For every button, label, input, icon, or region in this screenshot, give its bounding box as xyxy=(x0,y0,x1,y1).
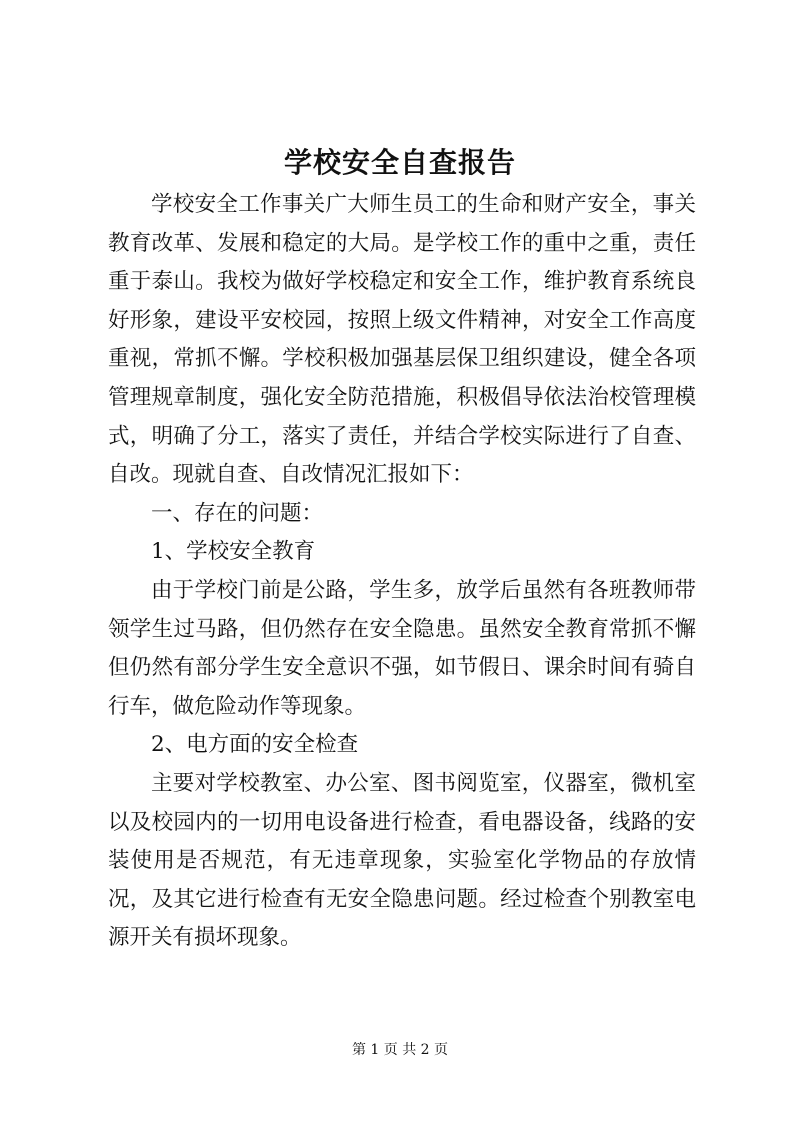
subsection-heading-safety-education: 1、学校安全教育 xyxy=(151,539,316,565)
subsection-heading-electrical-check: 2、电方面的安全检查 xyxy=(151,732,359,758)
document-title: 学校安全自查报告 xyxy=(283,146,516,179)
paragraph-intro: 学校安全工作事关广大师生员工的生命和财产安全，事关教育改革、发展和稳定的大局。是学校工作的重中之重，责任重于泰山。我校为做好学校稳定和安全工作，维护教育系统良好形象，建设平安校园，按照上级文件精神，对安全工作高度重视，常抓不懈。学校积极加强基层保卫组织建设，健全各项管理规章制度，强化安全防范措施，积极倡导依法治校管理模式，明确了分工，落实了责任，并结合学校实际进行了自查、自改。现就自查、自改情况汇报如下： xyxy=(108,192,696,488)
section-heading-problems: 一、存在的问题： xyxy=(151,500,324,526)
paragraph-safety-education: 由于学校门前是公路，学生多，放学后虽然有各班教师带领学生过马路，但仍然存在安全隐患。虽然安全教育常抓不懈但仍然有部分学生安全意识不强，如节假日、课余时间有骑自行车，做危险动作等现象。 xyxy=(108,577,696,719)
paragraph-electrical-check: 主要对学校教室、办公室、图书阅览室，仪器室，微机室以及校园内的一切用电设备进行检查，看电器设备，线路的安装使用是否规范，有无违章现象，实验室化学物品的存放情况，及其它进行检查有无安全隐患问题。经过检查个别教室电源开关有损坏现象。 xyxy=(108,770,696,951)
page-footer: 第 1 页 共 2 页 xyxy=(351,1042,449,1058)
document-body xyxy=(108,186,696,958)
